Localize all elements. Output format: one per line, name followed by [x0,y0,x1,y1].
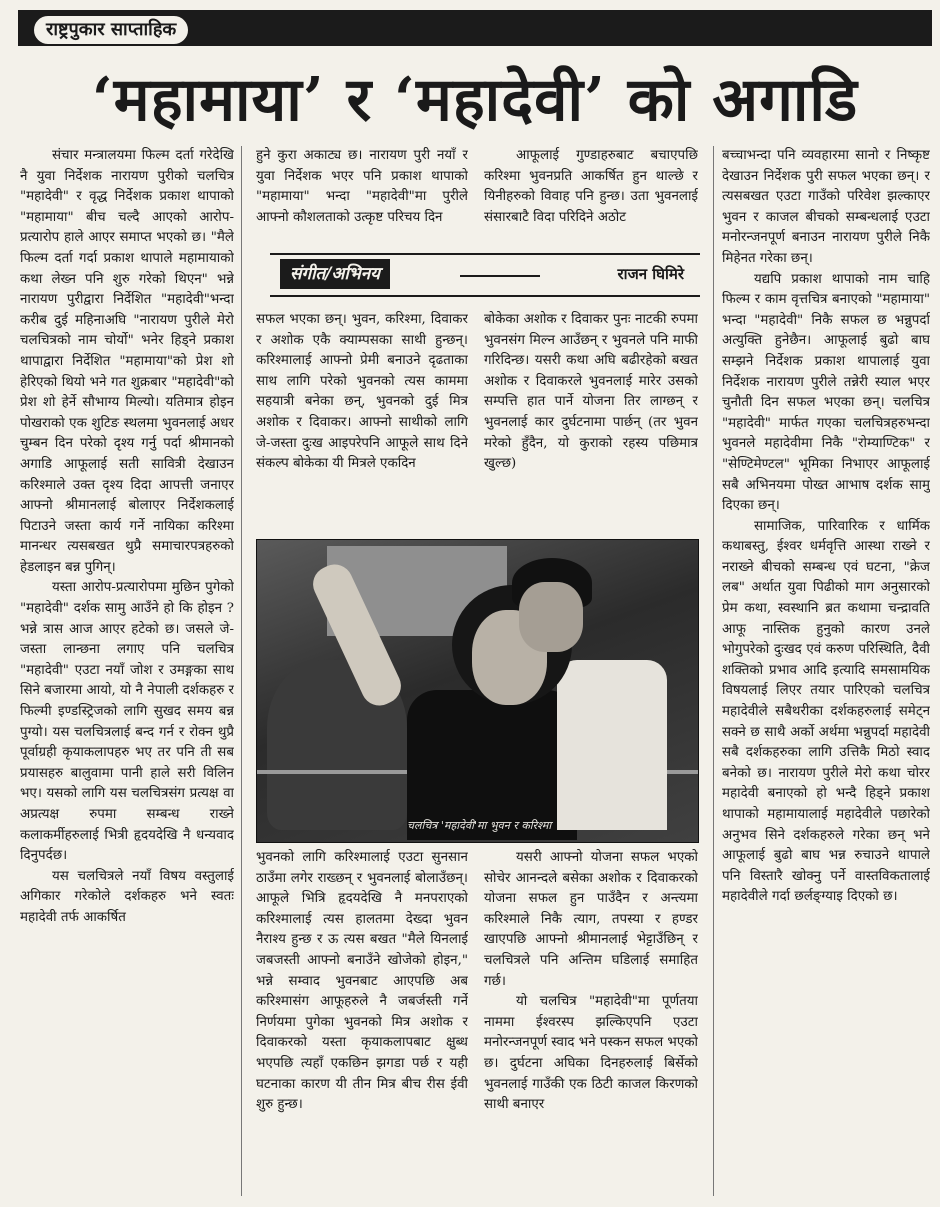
photo-caption: चलचित्र 'महादेवी'मा भुवन र करिश्मा [407,819,552,832]
paragraph: आफूलाई गुण्डाहरुबाट बचाएपछि करिश्मा भुवनप्रति आकर्षित हुन थाल्छे र यिनीहरुको विवाह पनि हुन्छ। उता भुवनलाई संसारबाटै विदा परिदिने अठोट [484,148,698,225]
paragraph: यसरी आफ्नो योजना सफल भएको सोचेर आनन्दले बसेका अशोक र दिवाकरको योजना सफल हुन पाउँदैन र अन्त्यमा करिश्माले निकै त्याग, तपस्या र हण्डर खाएपछि आफ्नो श्रीमानलाई भेट्टाउँछिन् र चलचित्रले पनि अन्तिम घडिलाई समाहित गर्छ। [484,850,698,989]
paragraph: बच्चाभन्दा पनि व्यवहारमा सानो र निष्कृष्ट देखाउन निर्देशक पुरी सफल भएका छन्। र त्यसबखत एउटा गाउँको परिवेश झल्काएर भुवन र काजल बीचको सम्बन्धलाई एउटा मनोरन्जनपूर्ण बनाउन नारायण पुरीले निकै मिहेनत गरेका छन्। [722,148,930,266]
column-rule [713,146,714,1196]
paragraph: भुवनको लागि करिश्मालाई एउटा सुनसान ठाउँमा लगेर राख्छन् र भुवनलाई बोलाउँछन्। आफूले भित्रि हृदयदेखि नै मनपराएको करिश्मालाई त्यस हालतमा देख्दा भुवन नैराश्य हुन्छ र ऊ त्यस बखत "मैले यिनलाई जबजस्ती आफ्नो बनाउँने खोजेको होइन," भन्ने सम्वाद भुवनबाट आएपछि अब करिश्मासंग आफूहरुले नै जबर्जस्ती गर्ने निर्णयमा पुगेका भुवनको मित्र अशोक र दिवाकरको यस्ता कृयाकलापबाट क्षुब्ध भएपछि त्यहाँ एकछिन झगडा पर्छ र यही घटनाका कारण यी तीन मित्र बीच रीस ईवी शुरु हुन्छ। [256,850,468,1113]
article-column-2-top [256,146,468,250]
paragraph: बोकेका अशोक र दिवाकर पुनः नाटकी रुपमा भुवनसंग मिल्न आउँछन् र भुवनले पनि माफी गरिदिन्छ। यसरी कथा अघि बढीरहेको बखत अशोक र दिवाकरले भुवनलाई मारेर उसको सम्पत्ति हात पार्ने योजना तिर लाग्छन् र भुवनलाई कार दुर्घटनामा पार्छन् (तर भुवन मरेको हुँदैन, यो कुराको रहस्य पछिमात्र खुल्छ) [484,312,698,472]
article-column-2-mid [256,310,468,532]
paragraph: संचार मन्त्रालयमा फिल्म दर्ता गरेदेखि नै युवा निर्देशक नारायण पुरीको चलचित्र "महादेवी" र वृद्ध निर्देशक प्रकाश थापाको "महामाया" बीच चल्दै आएको आरोप-प्रत्यारोप हाले आएर समाप्त भएको छ। "मैले फिल्म दर्ता गर्दा प्रकाश थापाले महामायाको कथा लेख्न पनि शुरु गरेको थिएन" भन्ने नारायण पुरीद्वारा निर्देशित "महादेवी"भन्दा करीब दुई महिनाअघि "नारायण पुरीले मेरो चलचित्रको नाम चोर्यो" भनेर हिड्ने प्रकाश थापाद्वारा निर्देशित "महामाया"को प्रेश शो हेरिएको थियो भने गत शुक्रबार "महादेवी"को प्रेश शो हेर्ने सौभाग्य मिल्यो। यतिमात्र होइन पोखराको एक शुटिङ स्थलमा भुवनलाई अधर चुम्बन दिन परेको दृश्य गर्नु पर्दा श्रीमानको अगाडि आफूलाई सती सावित्री देखाउन करिश्माले उक्त दृश्य दिदा आपत्ती जनाएर आफ्नो श्रीमानलाई बोलाएर निर्देशकलाई पिटाउने जस्ता कार्य गर्ने नायिका करिश्मा मानन्धर त्यसबखत थुप्रै समाचारपत्रहरुको हेडलाइन बन्न पुगिन्। [20,148,234,575]
byline-divider [460,275,540,277]
paragraph: सफल भएका छन्। भुवन, करिश्मा, दिवाकर र अशोक एकै क्याम्पसका साथी हुन्छन्। करिश्मालाई आफ्नो प्रेमी बनाउने दृढताका साथ लागि परेको भुवनको त्यस काममा सहयात्री बनेका छन्, भुवनको दुई मित्र अशोक र दिवाकर। आफ्नो साथीको लागि जे-जस्ता दुःख आइपरेपनि आफूले साथ दिने संकल्प बोकेका यी मित्रले एकदिन [256,312,468,472]
paragraph: हुने कुरा अकाट्य छ। नारायण पुरी नयाँ र युवा निर्देशक भएर पनि प्रकाश थापाको "महामाया" भन्दा "महादेवी"मा पुरीले आफ्नो कौशलताको उत्कृष्ट परिचय दिन [256,148,468,225]
film-still-photo [256,539,699,843]
article-column-3-mid [484,310,698,532]
headline: ‘महामाया’ र ‘महादेवी’ को अगाडि [91,65,859,135]
article-column-4 [722,146,930,1202]
article-column-3-top [484,146,698,250]
paragraph: यस्ता आरोप-प्रत्यारोपमा मुछिन पुगेको "महादेवी" दर्शक सामु आउँने हो कि होइन ? भन्ने त्रास आज आएर हटेको छ। जसले जे-जस्ता लान्छना लगाए पनि चलचित्र "महादेवी" एउटा नयाँ जोश र उमङ्गका साथ सिने बजारमा आयो, यो नै नेपाली दर्शकहरु र फिल्मी इण्डस्ट्रिजको लागि सुखद समय बन्न पुग्यो। यस चलचित्रलाई बन्द गर्न र रोक्न थुप्रै पूर्वाग्रही कृयाकलापहरु भए तर पनि ती सब प्रयासहरु बालुवामा पानी हाले सरी विलिन भए। यसको लागि यस चलचित्रसंग प्रत्यक्ष वा अप्रत्यक्ष रुपमा सम्बन्ध राख्ने कलाकर्मीहरुलाई भित्री हृदयदेखि नै धन्यवाद दिनुपर्दछ। [20,580,234,864]
section-byline [270,253,700,297]
author-name: राजन घिमिरे [617,265,684,283]
paragraph: यस चलचित्रले नयाँ विषय वस्तुलाई अगिकार गरेकोले दर्शकहरु भने स्वतः महादेवी तर्फ आकर्षित [20,868,234,925]
paragraph: सामाजिक, पारिवारिक र धार्मिक कथाबस्तु, ईश्वर धर्मवृत्ति आस्था राख्ने र नराख्ने बीचको सम्बन्ध एवं घटना, "क्रेज लब" अर्थात युवा पिढीको माग अनुसारको प्रेम कथा, स्वस्थानि ब्रत कथामा चन्द्रावति आफू नास्तिक हुनुको कारण उनले भोगुपरेको दुःखद एवं करुण परिस्थिति, दैवी शक्तिको प्रभाव आदि इत्यादि समसामयिक विषयलाई लिएर तयार पारिएको चलचित्र महादेवीले सबैथरीका दर्शकहरुलाई समेट्न सक्ने छ साथै अर्को अर्थमा भन्नुपर्दा महादेवी सबै दर्शकहरुका लागि उत्तिकै मिठो स्वाद बनेको छ। नारायण पुरीले मेरो कथा चोरर महादेवी बनाएको हो भन्दै हिड्ने प्रकाश थापाको महामायालाई महादेवीले पछारेको अनुभव सिने दर्शकहरुले गरेका छन् भने आफूलाई बुढो बाघ भन्न रुचाउने थापाले पनि विस्तारै खोक्नु पर्ने वास्तविकतालाई महादेवीले गर्दा छर्लङ्ग्याइ दिएको छ। [722,518,930,905]
section-tag: संगीत/अभिनय [280,259,390,289]
paragraph: यद्यपि प्रकाश थापाको नाम चाहि फिल्म र काम वृत्तचित्र बनाएको "महामाया" भन्दा "महादेवी" निकै सफल छ भन्नुपर्दा अत्युक्ति हुनेछैन। आफूलाई बुढो बाघ सम्झने निर्देशक प्रकाश थापालाई युवा निर्देशक नारायण पुरीले तन्नेरी स्याल भएर चुनौती दिन सफल भएका छन्। चलचित्र "महादेवी" मार्फत गएका चलचित्रहरुभन्दा भुवनले महादेवीमा निकै "रोम्याण्टिक" र "सेण्टिमेण्टल" भूमिका निभाएर आफूलाई सबै अभिनयमा पोख्त आभाष दर्शक सामु दिएका छन्। [722,271,930,514]
article-column-1 [20,146,234,1202]
article-column-2-bottom [256,848,468,1202]
column-rule [241,146,242,1196]
paragraph: यो चलचित्र "महादेवी"मा पूर्णतया नाममा ईश्वरस्प झल्किएपनि एउटा मनोरन्जनपूर्ण स्वाद भने पस्कन सफल भएको छ। दुर्घटना अघिका दिनहरुलाई बिर्सेको भुवनलाई गाउँकी एक ठिटी काजल किरणको साथी बनाएर [484,994,698,1113]
masthead-label: राष्ट्रपुकार साप्ताहिक [32,14,190,46]
article-column-3-bottom [484,848,698,1202]
